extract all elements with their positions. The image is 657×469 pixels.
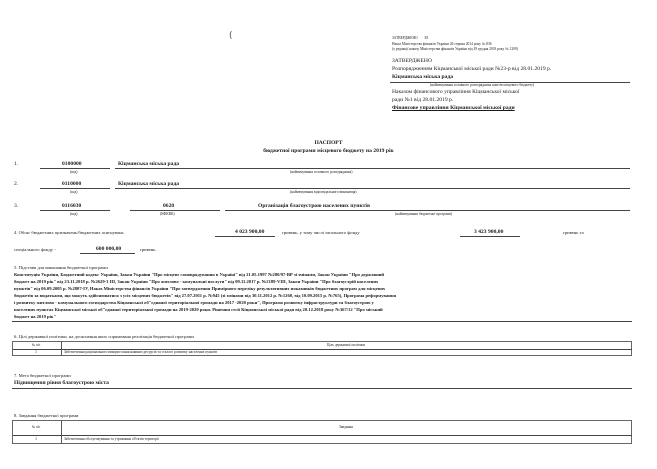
section4-total-underline: [215, 236, 275, 237]
section7-value: Підвищення рівня благоустрою міста: [14, 380, 109, 386]
row1-code-caption: (код): [70, 170, 78, 174]
header-zatv: [392, 36, 428, 40]
section5-bottom-rule: [12, 321, 632, 322]
section8-col-task: Завдання: [339, 425, 353, 429]
header-order2-line1: Наказом фінансового управління Кіцманської міської: [392, 89, 520, 95]
section4-general: 3 423 900,00: [474, 229, 504, 235]
row1-name-caption: (найменування головного розпорядника): [290, 170, 353, 174]
row3-name: Організація благоустрою населених пунктів: [258, 203, 371, 209]
section8-label: 8. Завдання бюджетної програми: [14, 413, 79, 418]
section8-row-num: 1: [35, 437, 37, 441]
row3-kfkvk-caption: (КФКВК): [160, 212, 175, 216]
section4-special-tail: гривень.: [140, 247, 157, 252]
passport-subtitle: бюджетної програми місцевого бюджету на 2019 рік: [263, 148, 394, 154]
row1-num: 1.: [14, 161, 19, 167]
header-org-name: Кіцманська міська рада: [392, 74, 454, 80]
scan-mark: (: [229, 31, 233, 41]
section5-line-3: пунктів" від 06.09.2005 р. №2807-ІУ, Наказ Міністерства фінансів України "Про затвердження Примірного переліку результативних показників бюджетних програм для місцевих: [14, 286, 386, 291]
header-approved: ЗАТВЕРДЖЕНО: [392, 58, 432, 64]
section5-line-6: населених пунктах Кіцманської міської об"єднаної територіальної громади на 2019-2020 роки. Рішення сесії Кіцманської міської ради від 20.12.2018 року №367/12 "Про міський: [14, 307, 383, 312]
section5-label: 5. Підстави для виконання бюджетної програми: [14, 265, 108, 270]
section4-label: 4. Обсяг бюджетних призначень/бюджетних асигнувань: [14, 230, 124, 235]
section4-special-label: спеціального фонду -: [14, 247, 56, 252]
row2-name-underline: [115, 188, 630, 189]
row2-code-underline: [40, 188, 110, 189]
row3-code-caption: (код): [70, 212, 78, 216]
section6-row-num: 1: [35, 350, 37, 354]
row1-name: Кіцманська міська рада: [118, 161, 180, 167]
header-order2-line2: ради №1 від 28.01.2019 р.: [392, 97, 454, 103]
header-order-line2: (у редакції наказу Міністерства фінансів України від 29 грудня 2018 року № 1209): [392, 47, 518, 51]
section4-tail: гривень та: [563, 230, 584, 235]
row2-code-caption: (код): [70, 190, 78, 194]
section5-line-5: і розвитку житлово - комунального господарства Кіцманської об"єднаної територіальної громади на 2017 -2020 роки", Програма розвитку інфраструктури та благоустрою у: [14, 300, 374, 305]
section4-special-underline: [80, 253, 135, 254]
row3-num: 3.: [14, 203, 19, 209]
header-decree: Розпорядженням Кіцманської міської ради №23-р від 28.01.2019 р.: [392, 66, 552, 72]
section5-line-4: бюджетів за видатками, що можуть здійснюватися з усіх місцевих бюджетів" від 27.07.2011 р. №945 (зі змінами від 30.11.2012 р. №1260, від 10.09.2015 р. №765), Програма реформування: [14, 293, 397, 298]
row2-name: Кіцманська міська рада: [118, 181, 180, 187]
header-fin-dept: Фінансове управління Кіцманської міської ради: [392, 105, 515, 111]
row3-code-underline: [40, 210, 110, 211]
section6-row-text: Забезпечення раціонального використання наявних ресурсів та сталого розвитку населених пунктів: [64, 350, 217, 354]
section4-mid: гривень, у тому числі загального фонду: [282, 230, 360, 235]
section6-label: 6. Цілі державної політики, на досягнення яких спрямована реалізація бюджетної програми: [14, 334, 194, 339]
section8-row-text: Забезпечення обслуговування та утримання об'єктів території: [64, 437, 159, 441]
section8-row-divider: [13, 435, 632, 436]
row3-kfkvk-underline: [130, 210, 220, 211]
row1-code: 0100000: [62, 161, 82, 167]
row2-num: 2.: [14, 181, 19, 187]
row3-name-caption: (найменування бюджетної програми): [395, 212, 453, 216]
header-zatv-label: ЗАТВЕРДЖЕНО: [392, 36, 418, 40]
passport-title: ПАСПОРТ: [314, 140, 343, 146]
section7-label: 7. Мета бюджетної програми: [14, 373, 71, 378]
row3-name-underline: [225, 210, 630, 211]
row1-code-underline: [40, 168, 110, 169]
section4-special: 600 000,00: [96, 246, 122, 252]
section7-bottom-rule: [12, 388, 632, 389]
section6-col-goal: Ціль державної політики: [326, 343, 366, 347]
section5-line-1: Конституція України, Бюджетний кодекс України, Закон України "Про місцеве самоврядування в Україні" від 21.05.1997 №280/97-ВР зі змінами, Закон України "Про державний: [14, 272, 385, 277]
row3-code: 0116030: [62, 203, 82, 209]
header-zatv-number: 83: [424, 36, 429, 40]
row1-name-underline: [115, 168, 630, 169]
section4-general-underline: [460, 236, 520, 237]
section8-col-num: № з/п: [31, 425, 41, 429]
section5-line-7: бюджет на 2019 рік": [14, 314, 57, 319]
row3-kfkvk: 0620: [163, 203, 175, 209]
header-org-caption: (найменування головного розпорядника коштів місцевого бюджету): [430, 83, 535, 87]
header-order-line1: Наказ Міністерства фінансів України 26 серпня 2014 року № 836: [392, 42, 492, 46]
section6-col-num: № з/п: [31, 343, 41, 347]
section4-total: 4 023 900,00: [235, 229, 265, 235]
section5-line-2: бюджет на 2019 рік" від 23.11.2018 р. №2629-3 ІІІ, Закон України "Про житлово - комунальні послуги" від 09.11.2017 р. №2189-VІІІ, Закон України "Про благоустрій населених: [14, 279, 379, 284]
row2-code: 0110000: [62, 181, 82, 187]
row2-name-caption: (найменування відповідального виконавця): [290, 190, 357, 194]
